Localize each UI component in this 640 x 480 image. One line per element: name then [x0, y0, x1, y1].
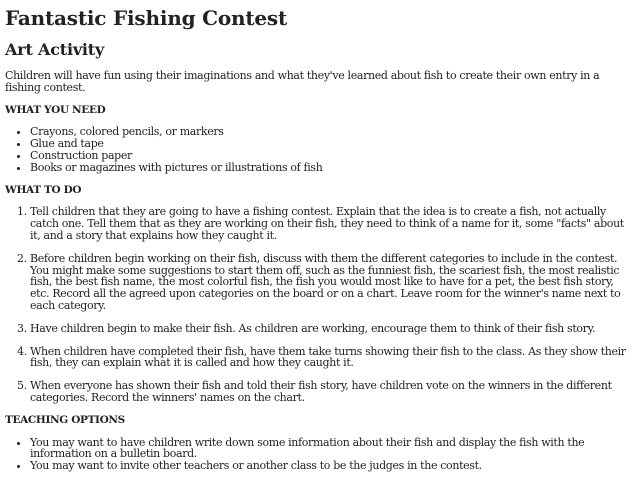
step-item: 3. Have children begin to make their fish. As children are working, encourage them to think of their fish story.: [30, 323, 635, 335]
options-list: [5, 437, 635, 472]
list-item: • You may want to invite other teachers or another class to be the judges in the contest.: [30, 460, 635, 472]
step-item: 2. Before children begin working on their fish, discuss with them the different categories to include in the contest. You might make some suggestions to start them off, such as the funniest fish, the scariest fish, the most realistic fish, the best fish name, the most colorful fish, the fish you would most like to have for a pet, the best fish story, etc. Record all the agreed upon categories on the board or on a chart. Leave room for the winner's name next to each category.: [30, 253, 635, 312]
step-item: 1. Tell children that they are going to have a fishing contest. Explain that the idea is to create a fish, not actually catch one. Tell them that as they are working on their fish, they need to think of a name for it, some "facts" about it, and a story that explains how they caught it.: [30, 206, 635, 241]
step-item: 5. When everyone has shown their fish and told their fish story, have children vote on the winners in the different categories. Record the winners' names on the chart.: [30, 380, 635, 404]
section-heading-what-to-do: WHAT TO DO: [5, 183, 82, 196]
step-item: 4. When children have completed their fish, have them take turns showing their fish to the class. As they show their fish, they can explain what it is called and how they caught it.: [30, 346, 635, 370]
page-subtitle: Art Activity: [5, 40, 105, 59]
list-item: • Books or magazines with pictures or illustrations of fish: [30, 162, 635, 174]
section-heading-teaching-options: TEACHING OPTIONS: [5, 413, 125, 426]
section-heading-what-you-need: WHAT YOU NEED: [5, 103, 106, 116]
list-item: • You may want to have children write down some information about their fish and display the fish with the information on a bulletin board.: [30, 437, 635, 461]
materials-list: [5, 126, 635, 173]
steps-list: [5, 206, 635, 403]
page-title: Fantastic Fishing Contest: [5, 6, 287, 30]
list-item: • Glue and tape: [30, 138, 635, 150]
list-item: • Crayons, colored pencils, or markers: [30, 126, 635, 138]
list-item: • Construction paper: [30, 150, 635, 162]
intro-paragraph: Children will have fun using their imaginations and what they've learned about fish to create their own entry in a fishing contest.: [5, 69, 600, 94]
